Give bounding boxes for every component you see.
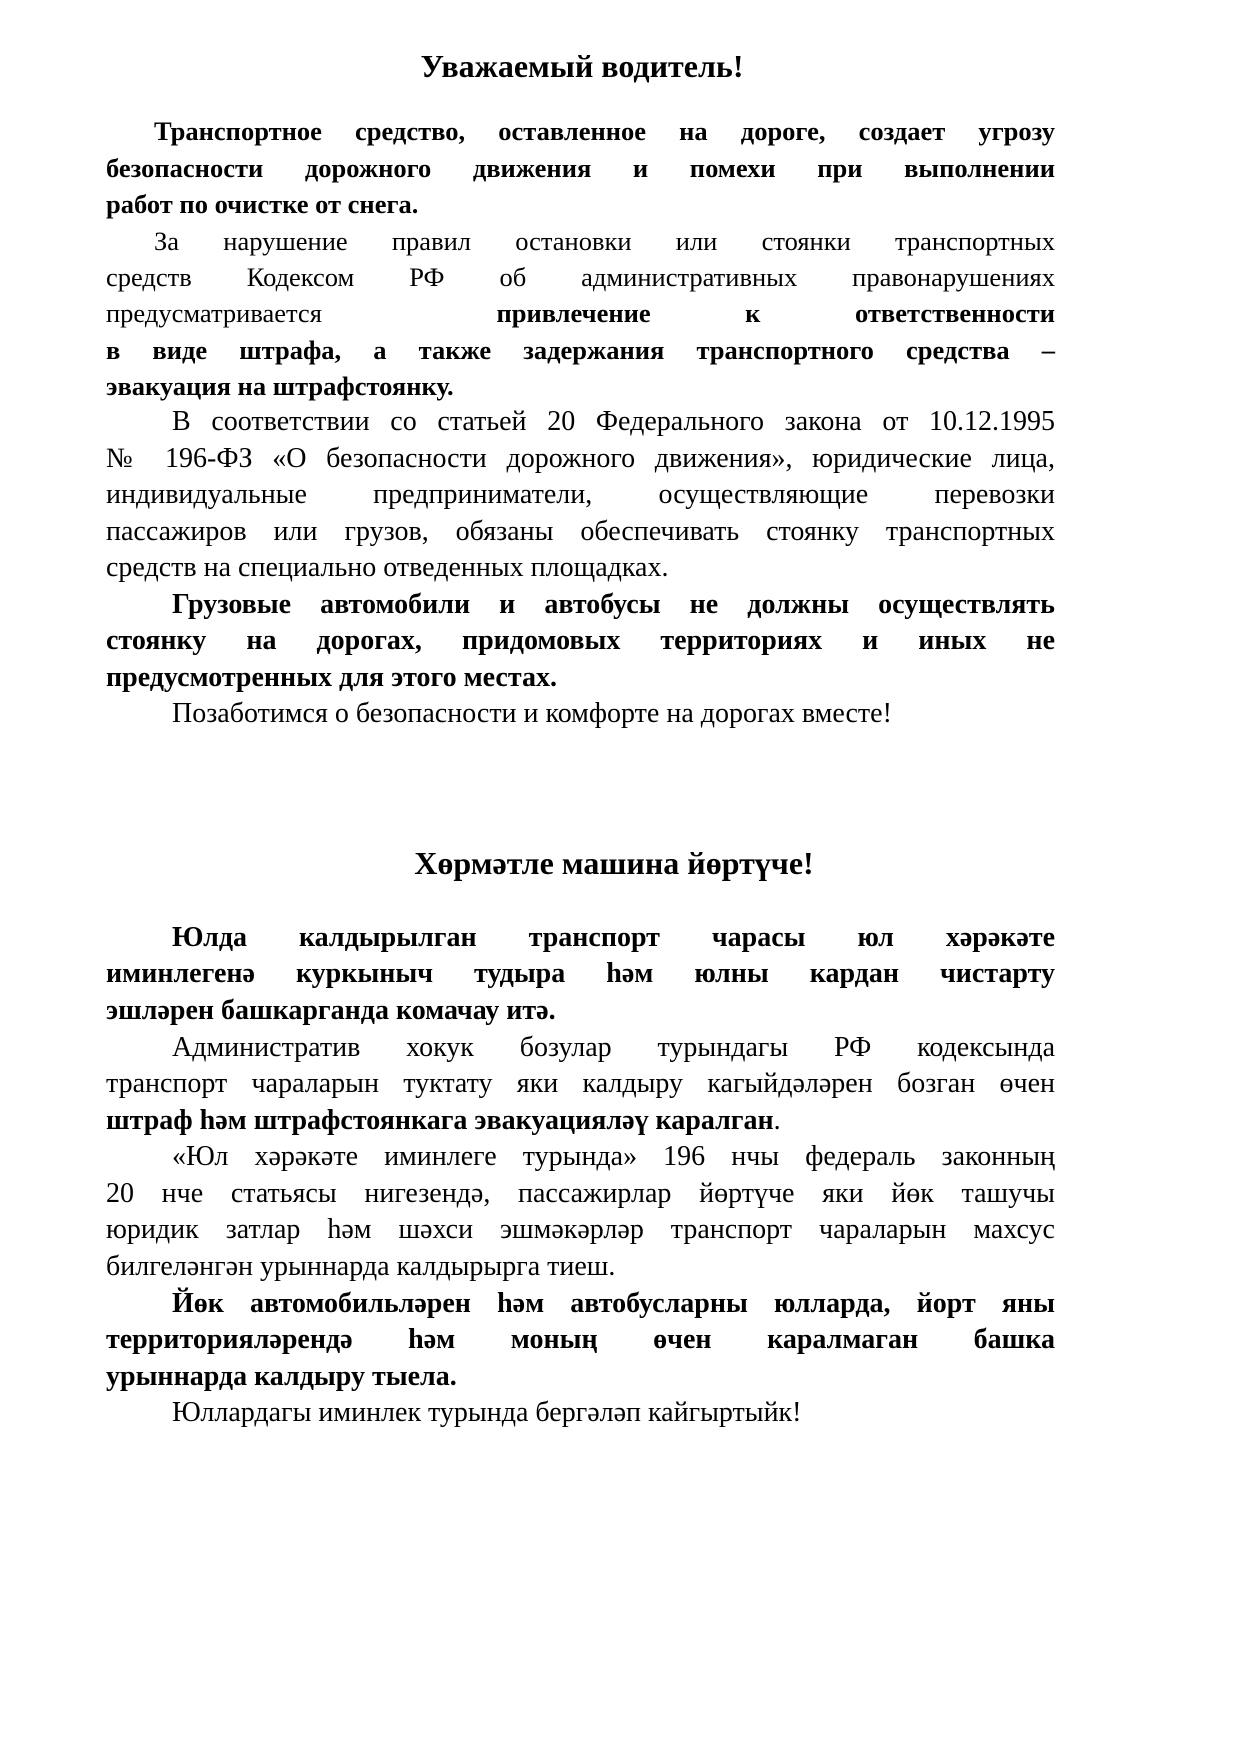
heading-russian: Уважаемый водитель! (420, 48, 744, 84)
text-line: пассажиров или грузов, обязаны обеспечивать стоянку транспортных (106, 516, 1055, 547)
text-line: 20 нче статьясы нигезендә, пассажирлар йөртүче яки йөк ташучы (106, 1178, 1055, 1209)
text-run-bold: привлечение к ответственности (496, 298, 1056, 328)
text-run-bold: штраф һәм штрафстоянкага эвакуацияләү каралган (106, 1105, 774, 1136)
text-line: Грузовые автомобили и автобусы не должны осуществлять (172, 589, 1055, 620)
text-line: в виде штрафа, а также задержания транспортного средства – (106, 335, 1055, 365)
text-line: Транспортное средство, оставленное на дороге, создает угрозу (154, 116, 1055, 146)
text-line: Юллардагы иминлек турында бергәләп кайгыртыйк! (172, 1397, 802, 1428)
text-line: эвакуация на штрафстоянку. (106, 371, 454, 401)
text-line: стоянку на дорогах, придомовых территориях и иных не (106, 625, 1055, 656)
text-line: № 196-ФЗ «О безопасности дорожного движения», юридические лица, (106, 443, 1055, 474)
text-run: . (773, 1105, 781, 1136)
text-run: предусматривается (106, 298, 322, 328)
text-line: Йөк автомобильләрен һәм автобусларны юлларда, йорт яны (172, 1288, 1055, 1319)
text-line: билгеләнгән урыннарда калдырырга тиеш. (106, 1251, 616, 1282)
text-line: территорияләрендә һәм моның өчен каралмаган башка (106, 1324, 1055, 1355)
text-line: Позаботимся о безопасности и комфорте на дорогах вместе! (172, 698, 892, 729)
text-line: безопасности дорожного движения и помехи при выполнении (106, 153, 1055, 183)
text-line: средств Кодексом РФ об административных правонарушениях (106, 262, 1055, 292)
text-line: работ по очистке от снега. (106, 189, 419, 219)
text-line: иминлегенә куркыныч тудыра һәм юлны кардан чистарту (106, 958, 1055, 989)
text-line: Юлда калдырылган транспорт чарасы юл хәрәкәте (172, 922, 1055, 953)
text-line: «Юл хәрәкәте иминлеге турында» 196 нчы федераль законның (172, 1141, 1055, 1172)
text-line: Административ хокук бозулар турындагы РФ кодексында (172, 1032, 1055, 1063)
text-line: предусмотренных для этого местах. (106, 662, 557, 693)
text-line: урыннарда калдыру тыела. (106, 1361, 457, 1392)
text-line: индивидуальные предприниматели, осуществляющие перевозки (106, 479, 1055, 510)
text-line: В соответствии со статьей 20 Федерального закона от 10.12.1995 (172, 406, 1055, 437)
text-line: транспорт чараларын туктату яки калдыру кагыйдәләрен бозган өчен (106, 1068, 1055, 1099)
text-line: юридик затлар һәм шәхси эшмәкәрләр транспорт чараларын махсус (106, 1214, 1055, 1245)
text-line (106, 1103, 1055, 1139)
text-line: За нарушение правил остановки или стоянки транспортных (154, 226, 1055, 256)
text-line (106, 295, 1055, 331)
text-line: эшләрен башкарганда комачау итә. (106, 995, 556, 1026)
text-line: средств на специально отведенных площадках. (106, 552, 669, 583)
heading-tatar: Хөрмәтле машина йөртүче! (414, 845, 814, 881)
